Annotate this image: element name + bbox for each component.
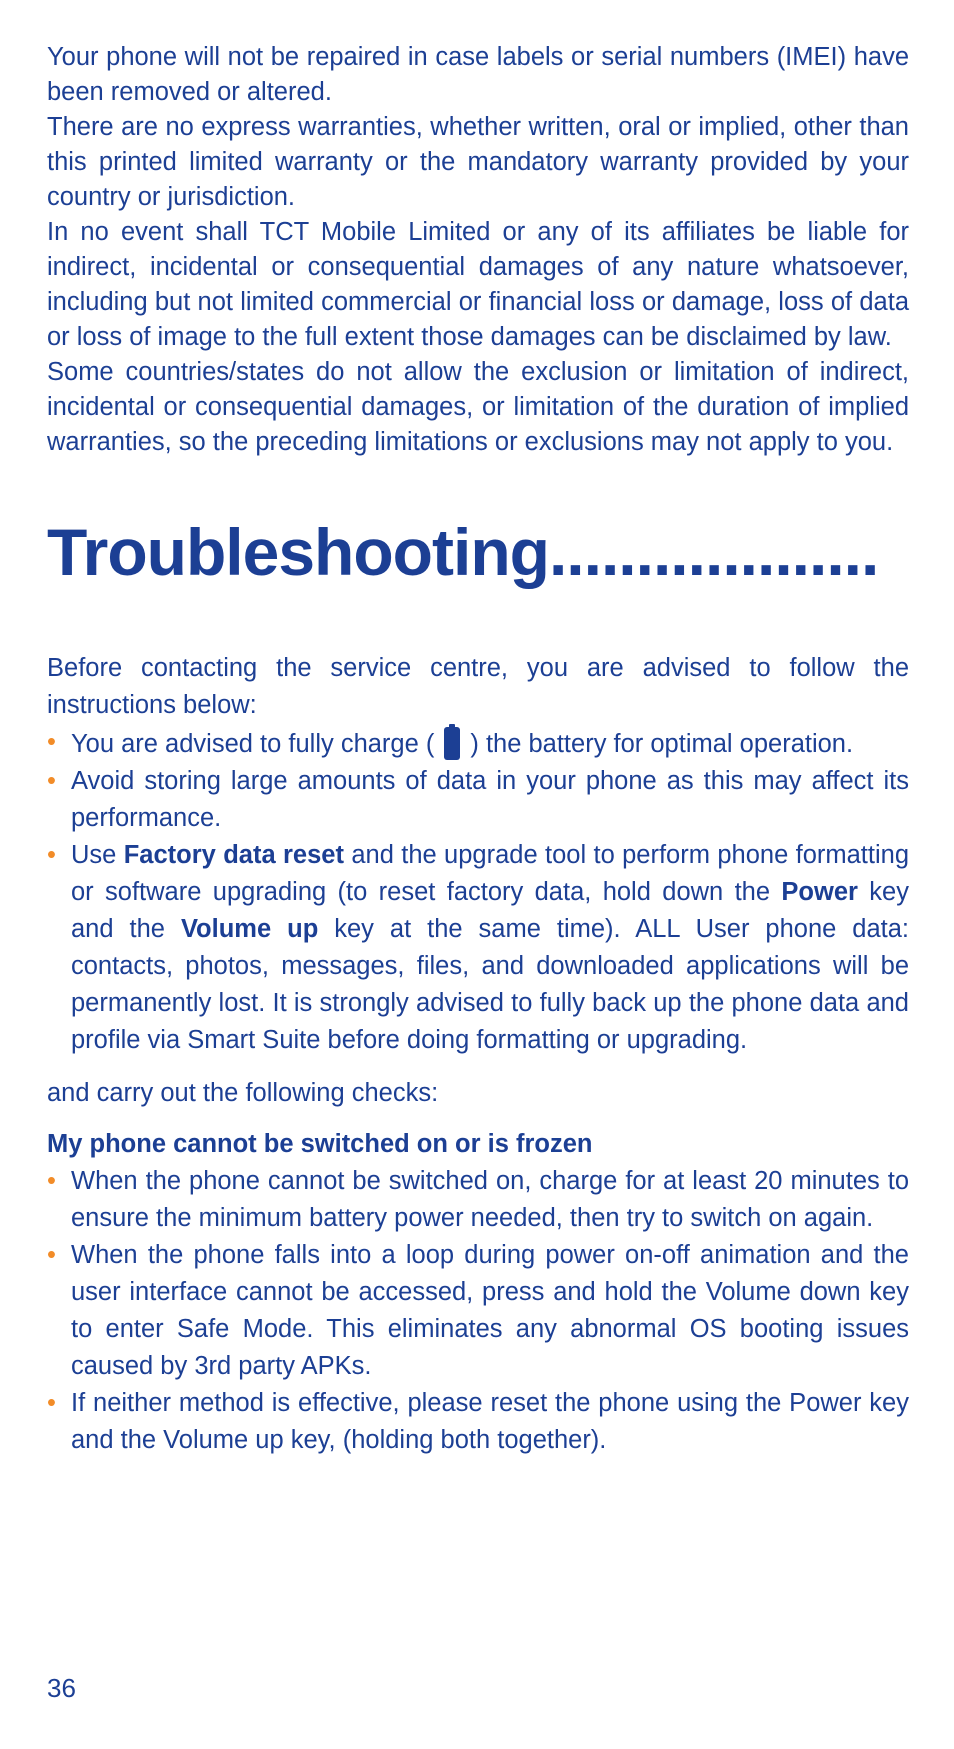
bullet-text: Use [71, 841, 124, 869]
list-item [47, 724, 909, 763]
list-item [47, 1385, 909, 1459]
warranty-paragraph: Your phone will not be repaired in case labels or serial numbers (IMEI) have been removed or altered. [47, 43, 909, 106]
list-item [47, 1237, 909, 1385]
bullet-text: When the phone falls into a loop during power on-off animation and the user interface cannot be accessed, press and hold the Volume down key to enter Safe Mode. This eliminates any abnormal OS booting issues caused by 3rd party APKs. [71, 1241, 909, 1380]
warranty-paragraph: There are no express warranties, whether written, oral or implied, other than this printed limited warranty or the mandatory warranty provided by your country or jurisdiction. [47, 113, 909, 211]
advice-list [47, 724, 909, 1059]
page-number: 36 [47, 1673, 76, 1703]
bullet-marker: • [47, 1167, 56, 1195]
volume-up-term: Volume up [180, 915, 319, 943]
bullet-text: When the phone cannot be switched on, charge for at least 20 minutes to ensure the minimum battery power needed, then try to switch on again. [71, 1167, 909, 1232]
bullet-marker: • [47, 1389, 56, 1417]
warranty-paragraph: Some countries/states do not allow the exclusion or limitation of indirect, incidental or consequential damages, or limitation of the duration of implied warranties, so the preceding limitations or exclusions may not apply to you. [47, 358, 909, 456]
section-title: Troubleshooting................... [47, 515, 879, 589]
bullet-marker: • [47, 1241, 56, 1269]
bullet-text: If neither method is effective, please reset the phone using the Power key and the Volume up key, (holding both together). [71, 1389, 909, 1454]
list-item [47, 837, 909, 1059]
checks-intro: and carry out the following checks: [47, 1079, 439, 1107]
bullet-text: key at the same time). ALL User phone data: contacts, photos, messages, files, and downloaded applications will be permanently lost. It is strongly advised to fully back up the phone data and profile via Smart Suite before doing formatting or upgrading. [71, 915, 909, 1054]
intro-text: Before contacting the service centre, you are advised to follow the instructions below: [47, 654, 909, 719]
bullet-text: key and the [71, 878, 909, 943]
subheading: My phone cannot be switched on or is frozen [47, 1130, 593, 1158]
factory-reset-term: Factory data reset [123, 841, 344, 869]
list-item [47, 763, 909, 837]
bullet-text: You are advised to fully charge ( [71, 730, 435, 758]
bullet-marker: • [47, 728, 56, 756]
document-page [47, 40, 909, 1459]
bullet-text: Avoid storing large amounts of data in your phone as this may affect its performance. [71, 767, 909, 832]
warranty-section [47, 40, 909, 460]
bullet-marker: • [47, 767, 56, 795]
checks-list [47, 1163, 909, 1459]
battery-full-icon [444, 724, 460, 760]
bullet-text: and the upgrade tool to perform phone formatting or software upgrading (to reset factory data, hold down the [71, 841, 909, 906]
list-item [47, 1163, 909, 1237]
bullet-text: ) the battery for optimal operation. [470, 730, 854, 758]
bullet-marker: • [47, 841, 56, 869]
warranty-paragraph: In no event shall TCT Mobile Limited or any of its affiliates be liable for indirect, incidental or consequential damages of any nature whatsoever, including but not limited commercial or financial loss or damage, loss of data or loss of image to the full extent those damages can be disclaimed by law. [47, 218, 909, 351]
power-key-term: Power [781, 878, 858, 906]
